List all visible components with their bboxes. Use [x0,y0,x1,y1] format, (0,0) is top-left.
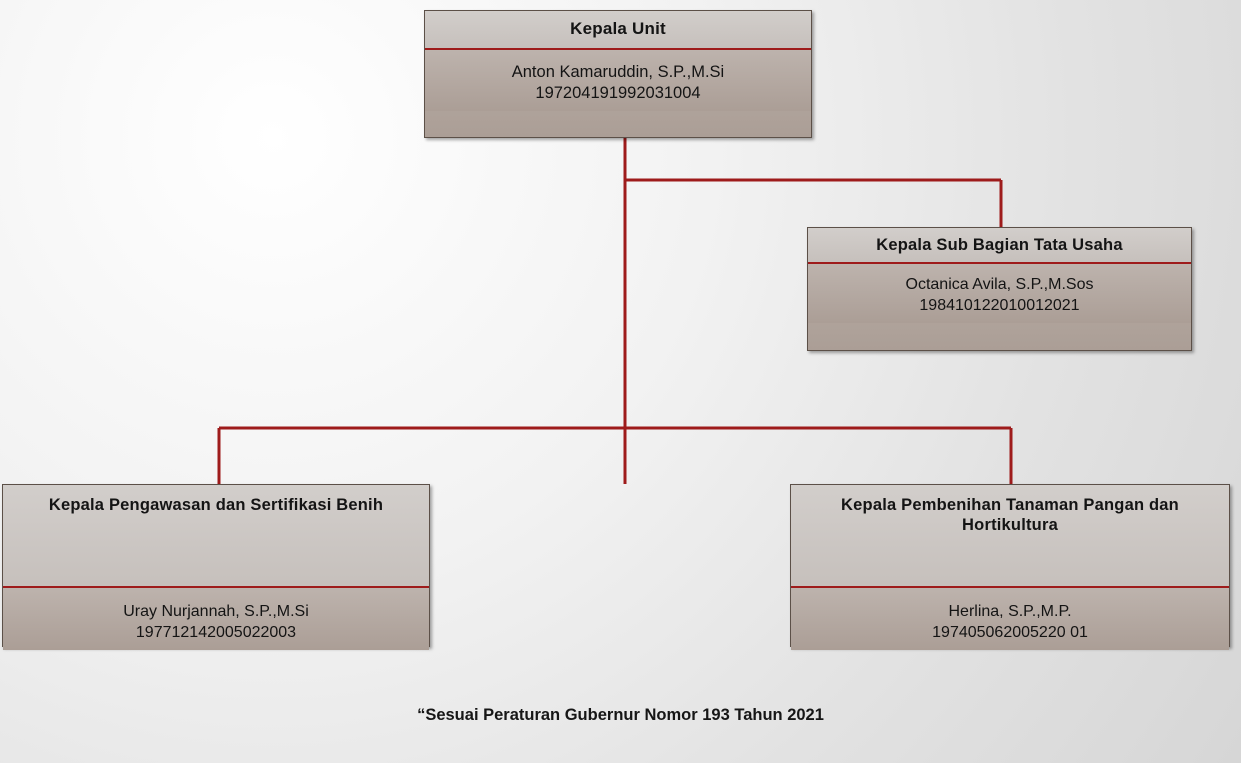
org-node-body [791,588,1229,650]
org-node-person-nip: 197204191992031004 [535,84,701,103]
org-node-body [3,588,429,650]
org-node-title: Kepala Pembenihan Tanaman Pangan dan Hortikultura [791,485,1229,588]
org-node-body [808,264,1191,323]
org-node-kepala-unit [424,10,812,138]
org-node-title: Kepala Pengawasan dan Sertifikasi Benih [3,485,429,588]
org-node-person-nip: 197405062005220 01 [932,623,1088,641]
org-node-person-name: Herlina, S.P.,M.P. [948,603,1072,620]
org-node-person-name: Uray Nurjannah, S.P.,M.Si [123,603,309,620]
org-node-title: Kepala Unit [425,11,811,50]
chart-footnote: “Sesuai Peraturan Gubernur Nomor 193 Tahun 2021 [417,706,824,724]
org-node-person-nip: 198410122010012021 [919,296,1080,314]
org-node-body [425,50,811,111]
org-node-title: Kepala Sub Bagian Tata Usaha [808,228,1191,264]
org-node-pembenihan-tanaman-pangan-hortikultura [790,484,1230,647]
org-node-person-name: Octanica Avila, S.P.,M.Sos [905,276,1094,294]
org-node-pengawasan-sertifikasi-benih [2,484,430,647]
org-node-person-nip: 197712142005022003 [135,623,297,641]
org-node-kasubbag-tu [807,227,1192,351]
org-node-person-name: Anton Kamaruddin, S.P.,M.Si [511,62,725,81]
